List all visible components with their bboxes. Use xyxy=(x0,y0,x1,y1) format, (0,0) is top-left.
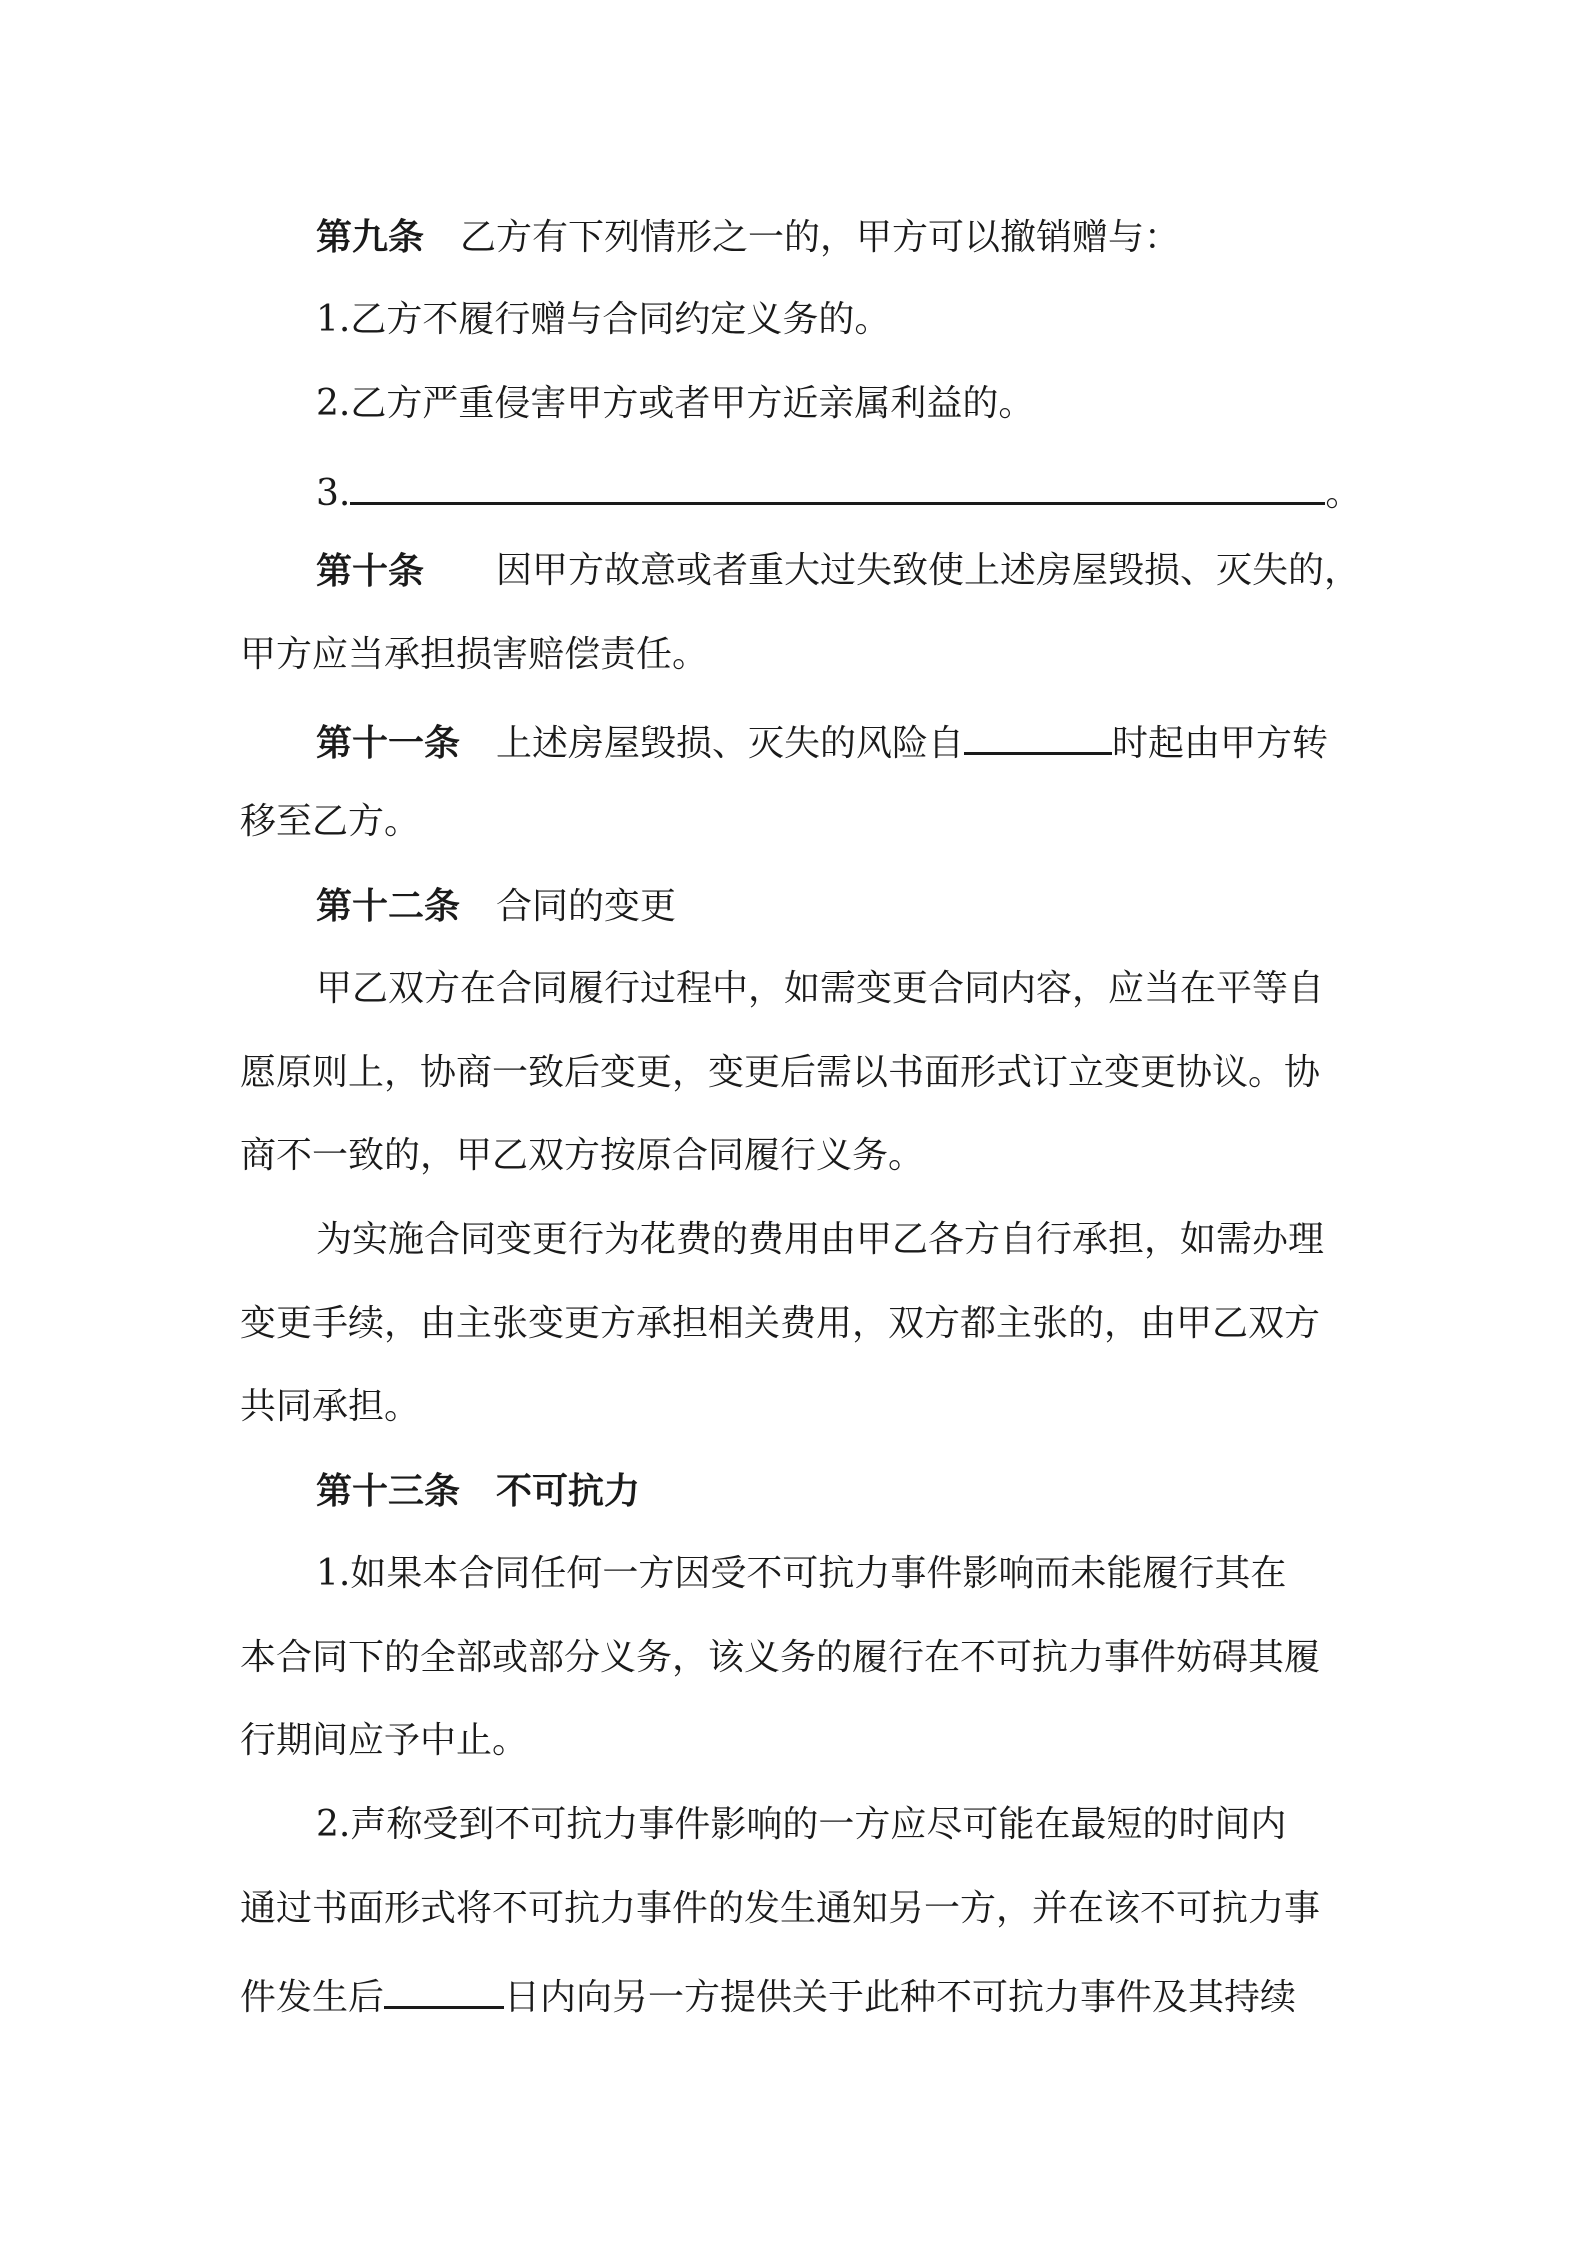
article-9-item-3-prefix: 3. xyxy=(316,473,351,514)
article-13-item-2-text-after-blank: 日内向另一方提供关于此种不可抗力事件及其持续 xyxy=(504,1977,1297,2018)
fill-in-blank[interactable] xyxy=(964,716,1112,755)
article-12-heading-line xyxy=(316,884,1360,929)
article-9-text: 乙方有下列情形之一的，甲方可以撤销赠与： xyxy=(460,217,1181,258)
article-10-line-2: 甲方应当承担损害赔偿责任。 xyxy=(240,634,709,675)
article-9-item-2: 2.乙方严重侵害甲方或者甲方近亲属利益的。 xyxy=(316,383,1035,424)
article-13-title: 不可抗力 xyxy=(496,1470,641,1512)
article-13-item-2-text-before-blank: 件发生后 xyxy=(240,1977,385,2018)
article-9-item-3 xyxy=(316,466,1360,516)
article-13-heading: 第十三条 xyxy=(316,1470,461,1512)
article-10-heading: 第十条 xyxy=(316,550,425,592)
article-12-para-1-line-3: 商不一致的，甲乙双方按原合同履行义务。 xyxy=(240,1135,925,1176)
article-9-heading-line xyxy=(316,215,1360,260)
article-12-para-2-line-2: 变更手续，由主张变更方承担相关费用，双方都主张的，由甲乙双方 xyxy=(240,1303,1321,1344)
article-13-item-1-line-2: 本合同下的全部或部分义务，该义务的履行在不可抗力事件妨碍其履 xyxy=(240,1637,1321,1678)
article-11-line-1 xyxy=(316,716,1360,766)
article-9-item-1: 1.乙方不履行赠与合同约定义务的。 xyxy=(316,299,891,340)
article-12-heading: 第十二条 xyxy=(316,885,461,927)
article-13-item-2-line-2: 通过书面形式将不可抗力事件的发生通知另一方，并在该不可抗力事 xyxy=(240,1888,1321,1929)
article-11-line-2: 移至乙方。 xyxy=(240,801,421,842)
article-9-item-3-suffix: 。 xyxy=(1325,473,1362,514)
article-13-heading-line xyxy=(316,1469,1360,1514)
article-13-item-1-line-3: 行期间应予中止。 xyxy=(240,1720,529,1761)
article-12-para-2-line-3: 共同承担。 xyxy=(240,1386,421,1427)
article-9-heading: 第九条 xyxy=(316,216,425,258)
article-13-item-2-line-1: 2.声称受到不可抗力事件影响的一方应尽可能在最短的时间内 xyxy=(316,1804,1287,1845)
article-10-line-1 xyxy=(316,549,1360,593)
article-10-text-line-1: 因甲方故意或者重大过失致使上述房屋毁损、灭失的， xyxy=(495,550,1360,591)
article-11-text-after-blank: 时起由甲方转 xyxy=(1112,723,1329,764)
fill-in-blank[interactable] xyxy=(350,466,1325,505)
article-13-item-2-line-3 xyxy=(240,1970,1360,2020)
article-13-item-1-line-1: 1.如果本合同任何一方因受不可抗力事件影响而未能履行其在 xyxy=(316,1553,1287,1594)
article-12-title: 合同的变更 xyxy=(496,886,677,927)
article-11-heading: 第十一条 xyxy=(316,722,461,764)
article-11-text-before-blank: 上述房屋毁损、灭失的风险自 xyxy=(496,723,965,764)
article-12-para-2-line-1: 为实施合同变更行为花费的费用由甲乙各方自行承担，如需办理 xyxy=(316,1219,1325,1260)
article-12-para-1-line-1: 甲乙双方在合同履行过程中，如需变更合同内容，应当在平等自 xyxy=(316,968,1325,1009)
fill-in-blank[interactable] xyxy=(384,1970,504,2009)
article-12-para-1-line-2: 愿原则上，协商一致后变更，变更后需以书面形式订立变更协议。协 xyxy=(240,1052,1321,1093)
